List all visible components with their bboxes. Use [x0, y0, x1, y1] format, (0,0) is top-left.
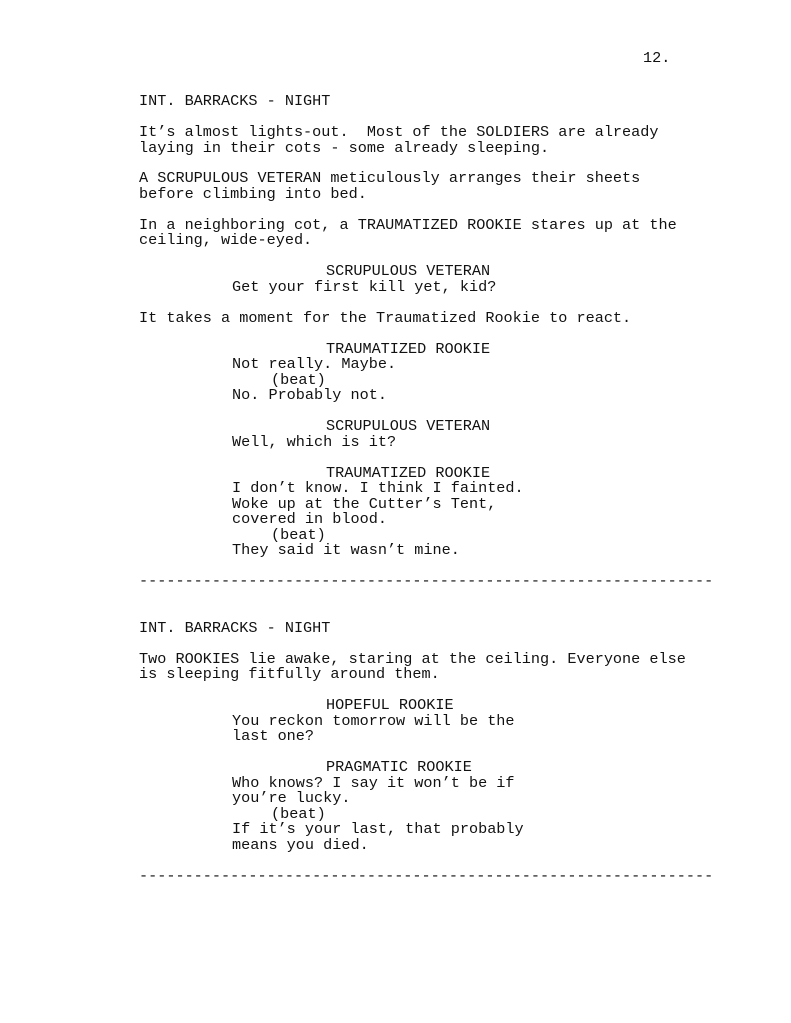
dialogue-line: Get your first kill yet, kid?	[232, 278, 497, 296]
scene-heading: INT. BARRACKS - NIGHT	[139, 619, 331, 637]
scene-heading: INT. BARRACKS - NIGHT	[139, 92, 331, 110]
character-name: PRAGMATIC ROOKIE	[326, 758, 472, 776]
character-name: TRAUMATIZED ROOKIE	[326, 340, 491, 358]
action-line: In a neighboring cot, a TRAUMATIZED ROOKIE stares up at the	[139, 216, 677, 234]
character-name: HOPEFUL ROOKIE	[326, 696, 454, 714]
action-line: is sleeping fitfully around them.	[139, 665, 440, 683]
dialogue-line: No. Probably not.	[232, 386, 387, 404]
action-line: It takes a moment for the Traumatized Rookie to react.	[139, 309, 632, 327]
action-line: ceiling, wide-eyed.	[139, 231, 313, 249]
parenthetical: (beat)	[271, 526, 326, 544]
character-name: SCRUPULOUS VETERAN	[326, 417, 491, 435]
dialogue-line: Well, which is it?	[232, 433, 397, 451]
dialogue-line: You reckon tomorrow will be the	[232, 712, 515, 730]
scene-divider: ---------------------------------------------------------------	[139, 867, 714, 885]
dialogue-line: Not really. Maybe.	[232, 355, 397, 373]
character-name: TRAUMATIZED ROOKIE	[326, 464, 491, 482]
dialogue-line: means you died.	[232, 836, 369, 854]
page-number: 12.	[643, 49, 671, 67]
dialogue-line: you’re lucky.	[232, 789, 351, 807]
scene-divider: ---------------------------------------------------------------	[139, 572, 714, 590]
dialogue-line: I don’t know. I think I fainted.	[232, 479, 524, 497]
dialogue-line: Woke up at the Cutter’s Tent,	[232, 495, 497, 513]
dialogue-line: covered in blood.	[232, 510, 387, 528]
action-line: laying in their cots - some already sleeping.	[139, 139, 550, 157]
dialogue-line: last one?	[232, 727, 315, 745]
dialogue-line: They said it wasn’t mine.	[232, 541, 460, 559]
parenthetical: (beat)	[271, 371, 326, 389]
action-line: A SCRUPULOUS VETERAN meticulously arranges their sheets	[139, 169, 641, 187]
action-line: It’s almost lights-out. Most of the SOLDIERS are already	[139, 123, 659, 141]
dialogue-line: Who knows? I say it won’t be if	[232, 774, 515, 792]
parenthetical: (beat)	[271, 805, 326, 823]
character-name: SCRUPULOUS VETERAN	[326, 262, 491, 280]
dialogue-line: If it’s your last, that probably	[232, 820, 524, 838]
action-line: before climbing into bed.	[139, 185, 367, 203]
action-line: Two ROOKIES lie awake, staring at the ceiling. Everyone else	[139, 650, 686, 668]
